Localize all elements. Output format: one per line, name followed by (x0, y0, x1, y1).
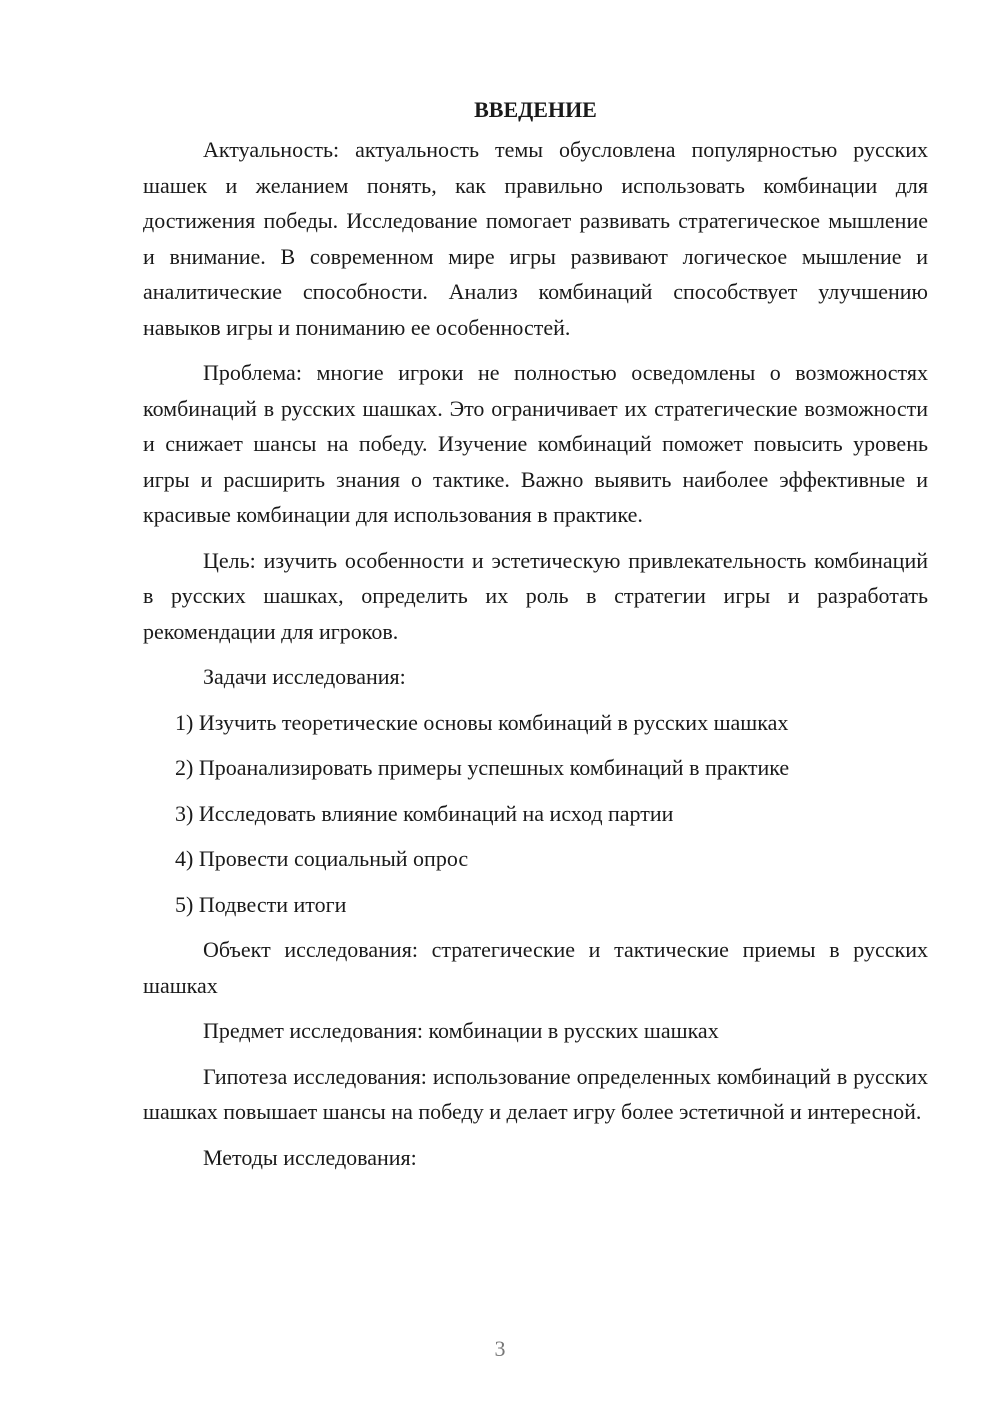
paragraph-object: Объект исследования: стратегические и тактические приемы в русских шашках (143, 937, 928, 998)
paragraph-subject: Предмет исследования: комбинации в русских шашках (203, 1018, 719, 1043)
list-item: 1) Изучить теоретические основы комбинаций в русских шашках (175, 709, 789, 735)
paragraph-goal: Цель: изучить особенности и эстетическую привлекательность комбинаций в русских шашках, определить их роль в стратегии игры и разработать рекомендации для игроков. (143, 547, 928, 644)
paragraph-relevance: Актуальность: актуальность темы обусловлена популярностью русских шашек и желанием понять, как правильно использовать комбинации для достижения победы. Исследование помогает развивать стратегическое мышление и внимание. В современном мире игры развивают логическое мышление и аналитические способности. Анализ комбинаций способствует улучшению навыков игры и пониманию ее особенностей. (143, 137, 928, 340)
task-list (143, 705, 928, 923)
paragraph-problem: Проблема: многие игроки не полностью осведомлены о возможностях комбинаций в русских шашках. Это ограничивает их стратегические возможности и снижает шансы на победу. Изучение комбинаций поможет повысить уровень игры и расширить знания о тактике. Важно выявить наиболее эффективные и красивые комбинации для использования в практике. (143, 360, 928, 527)
page-number: 3 (494, 1336, 506, 1361)
paragraph-tasks-intro: Задачи исследования: (203, 664, 406, 689)
list-item: 3) Исследовать влияние комбинаций на исход партии (175, 800, 674, 826)
list-item: 5) Подвести итоги (175, 891, 347, 917)
document-page (143, 92, 928, 1185)
section-heading: ВВЕДЕНИЕ (474, 97, 597, 122)
paragraph-hypothesis: Гипотеза исследования: использование определенных комбинаций в русских шашках повышает шансы на победу и делает игру более эстетичной и интересной. (143, 1063, 928, 1124)
list-item: 2) Проанализировать примеры успешных комбинаций в практике (175, 755, 790, 780)
paragraph-methods: Методы исследования: (203, 1144, 417, 1170)
list-item: 4) Провести социальный опрос (175, 846, 469, 871)
